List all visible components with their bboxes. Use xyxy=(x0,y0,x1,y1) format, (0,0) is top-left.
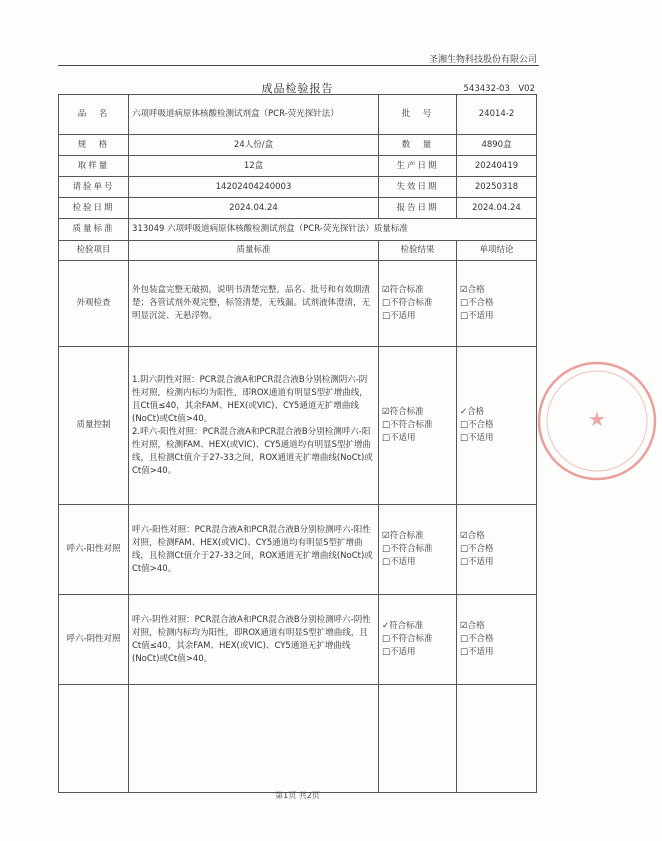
table-row-empty xyxy=(59,685,537,793)
sample-qty-label: 取样量 xyxy=(59,156,129,177)
document-number: 543432-03 V02 xyxy=(463,84,535,94)
result-option: □不适用 xyxy=(382,647,416,657)
col-header-result: 检验结果 xyxy=(379,241,457,261)
report-date-value: 2024.04.24 xyxy=(457,198,537,219)
request-no-label: 请验单号 xyxy=(59,177,129,198)
report-date-label: 报告日期 xyxy=(379,198,457,219)
row-item: 质量控制 xyxy=(59,347,129,505)
conclusion-option: □不合格 xyxy=(460,634,494,644)
conclusion-option: □不合格 xyxy=(460,544,494,554)
row-item: 呼六-阳性对照 xyxy=(59,505,129,595)
row-conclusion xyxy=(457,261,537,347)
row-standard: 呼六-阳性对照：PCR混合液A和PCR混合液B分别检测呼六-阳性对照，检测FAM、HEX(或VIC)、CY5通道均有明显S型扩增曲线，且检测Ct值介于27-33之间，ROX通道无扩增曲线(NoCt)或Ct值>40。 xyxy=(129,505,379,595)
conclusion-option: □不适用 xyxy=(460,647,494,657)
col-header-conclusion: 单项结论 xyxy=(457,241,537,261)
table-row xyxy=(59,347,537,505)
row-conclusion xyxy=(457,595,537,685)
svg-text:★: ★ xyxy=(588,407,606,431)
product-name-label: 品 名 xyxy=(59,95,129,135)
table-row xyxy=(59,261,537,347)
result-option: ✓符合标准 xyxy=(382,621,424,631)
expiry-date-value: 20250318 xyxy=(457,177,537,198)
expiry-date-label: 失效日期 xyxy=(379,177,457,198)
row-item: 外观检查 xyxy=(59,261,129,347)
spec-value: 24人份/盒 xyxy=(129,135,379,156)
page-number: 第1页 共2页 xyxy=(275,791,320,800)
product-name-value: 六项呼吸道病原体核酸检测试剂盒（PCR-荧光探针法） xyxy=(129,95,379,135)
result-option: □不符合标准 xyxy=(382,420,433,430)
conclusion-option: □不适用 xyxy=(460,433,494,443)
header-rule xyxy=(58,65,539,66)
result-option: □不适用 xyxy=(382,557,416,567)
col-header-standard: 质量标准 xyxy=(129,241,379,261)
row-result xyxy=(379,595,457,685)
quality-basis-label: 质量标准 xyxy=(59,219,129,241)
production-date-value: 20240419 xyxy=(457,156,537,177)
table-row xyxy=(59,505,537,595)
result-option: □不符合标准 xyxy=(382,634,433,644)
sample-qty-value: 12盒 xyxy=(129,156,379,177)
quantity-label: 数 量 xyxy=(379,135,457,156)
spec-label: 规 格 xyxy=(59,135,129,156)
result-option: ☑符合标准 xyxy=(382,407,424,417)
row-standard: 1.阴六阴性对照：PCR混合液A和PCR混合液B分别检测阴六-阴性对照，检测内标均为阳性，即ROX通道有明显S型扩增曲线，且Ct值≤40，其余FAM、HEX(或VIC)、CY5通道无扩增曲线(NoCt)或Ct值>40。 2.呼六-阳性对照：PCR混合液A和PCR混合液B分别检测呼六-阳性对照，检测FAM、HEX(或VIC)、CY5通道均有明显S型扩增曲线，且检测Ct值介于27-33之间，ROX通道无扩增曲线(NoCt)或Ct值>40。 xyxy=(129,347,379,505)
conclusion-option: □不适用 xyxy=(460,557,494,567)
batch-label: 批 号 xyxy=(379,95,457,135)
batch-value: 24014-2 xyxy=(457,95,537,135)
row-item: 呼六-阴性对照 xyxy=(59,595,129,685)
conclusion-option: ☑合格 xyxy=(460,285,485,295)
conclusion-option: □不适用 xyxy=(460,311,494,321)
row-conclusion xyxy=(457,505,537,595)
company-name: 圣湘生物科技股份有限公司 xyxy=(428,55,537,65)
inspection-date-value: 2024.04.24 xyxy=(129,198,379,219)
conclusion-option: ☑合格 xyxy=(460,621,485,631)
result-option: □不符合标准 xyxy=(382,298,433,308)
production-date-label: 生产日期 xyxy=(379,156,457,177)
request-no-value: 14202404240003 xyxy=(129,177,379,198)
row-conclusion xyxy=(457,347,537,505)
quantity-value: 4890盒 xyxy=(457,135,537,156)
col-header-item: 检验项目 xyxy=(59,241,129,261)
result-option: □不符合标准 xyxy=(382,544,433,554)
result-option: ☑符合标准 xyxy=(382,531,424,541)
table-row xyxy=(59,595,537,685)
conclusion-option: ☑合格 xyxy=(460,531,485,541)
result-option: □不适用 xyxy=(382,433,416,443)
row-result xyxy=(379,347,457,505)
inspection-report-table xyxy=(58,94,537,793)
row-result xyxy=(379,505,457,595)
conclusion-option: □不合格 xyxy=(460,420,494,430)
conclusion-option: ✓合格 xyxy=(460,407,485,417)
report-title: 成品检验报告 xyxy=(261,82,334,95)
row-result xyxy=(379,261,457,347)
inspection-date-label: 检验日期 xyxy=(59,198,129,219)
company-seal-stamp xyxy=(532,356,662,486)
quality-basis-value: 313049 六项呼吸道病原体核酸检测试剂盒（PCR-荧光探针法）质量标准 xyxy=(129,219,537,241)
conclusion-option: □不合格 xyxy=(460,298,494,308)
row-standard: 呼六-阴性对照：PCR混合液A和PCR混合液B分别检测呼六-阴性对照，检测内标均为阳性，即ROX通道有明显S型扩增曲线，且Ct值≤40，其余FAM、HEX(或VIC)、CY5通道无扩增曲线(NoCt)或Ct值>40。 xyxy=(129,595,379,685)
row-standard: 外包装盒完整无破损，说明书清楚完整，品名、批号和有效期清楚；各管试剂外观完整，标签清楚，无残漏。试剂液体澄清，无明显沉淀、无悬浮物。 xyxy=(129,261,379,347)
result-option: ☑符合标准 xyxy=(382,285,424,295)
result-option: □不适用 xyxy=(382,311,416,321)
